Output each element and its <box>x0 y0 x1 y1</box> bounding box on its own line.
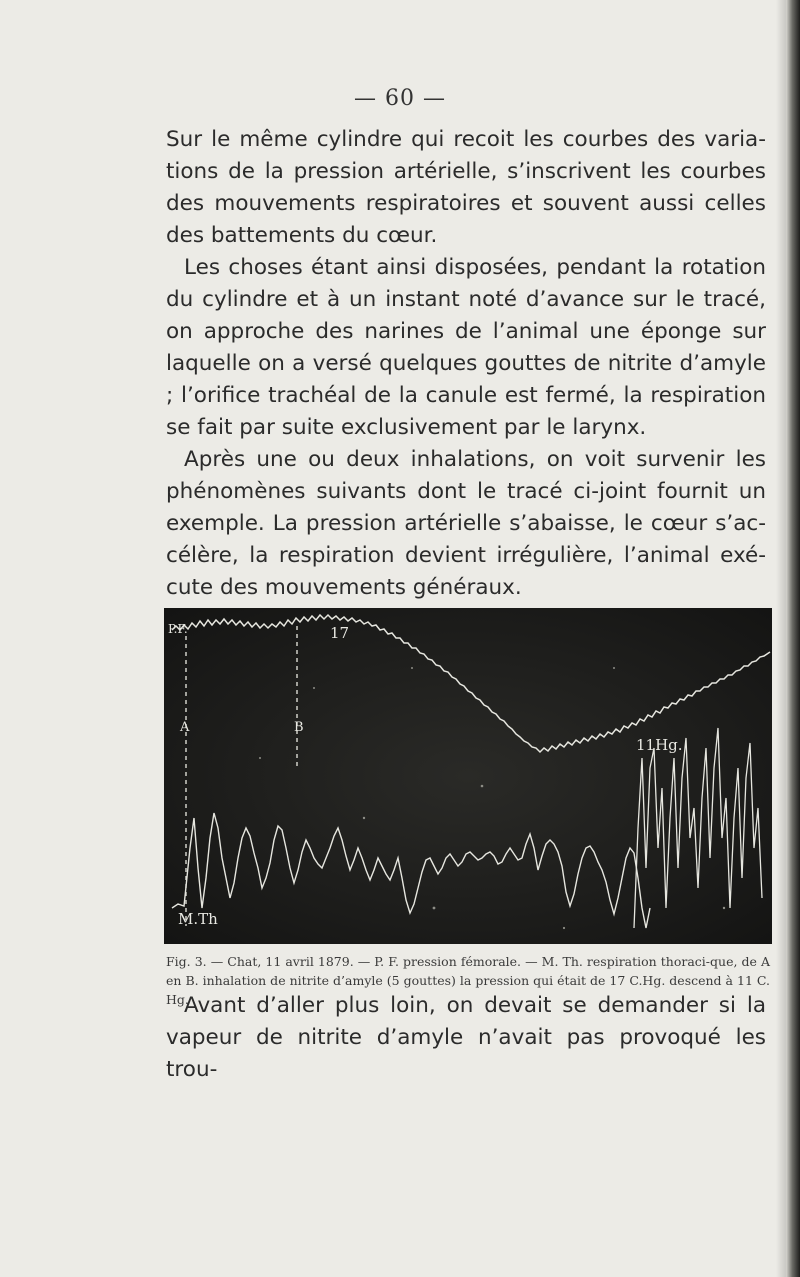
paragraph-3: Après une ou deux inhalations, on voit survenir les phénomènes suivants dont le tracé ci-joint fournit un exemple. La pression artérielle s’abaisse, le cœur s’ac-célère, la respiration devient irrégulière, l’animal exé-cute des mouvements généraux. <box>166 447 766 600</box>
page-number: — 60 — <box>354 86 446 111</box>
body-paragraphs <box>166 124 766 604</box>
label-pf: P.F. <box>168 622 188 636</box>
paragraph-2: Les choses étant ainsi disposées, pendant la rotation du cylindre et à un instant noté d’avance sur le tracé, on approche des narines de l’animal une éponge sur laquelle on a versé quelques gouttes de nitrite d’amyle ; l’orifice trachéal de la canule est fermé, la respiration se fait par suite exclusivement par le larynx. <box>166 255 766 440</box>
label-mth: M.Th <box>178 910 218 928</box>
figure-plate <box>164 608 772 944</box>
label-b: B <box>294 720 304 735</box>
closing-paragraph <box>166 990 766 1086</box>
page-binding-edge <box>786 0 800 1277</box>
label-a: A <box>180 720 190 735</box>
paragraph-4: Avant d’aller plus loin, on devait se demander si la vapeur de nitrite d’amyle n’avait pas provoqué les trou- <box>166 993 766 1082</box>
label-11hg: 11Hg. <box>636 736 683 754</box>
paragraph-1: Sur le même cylindre qui recoit les courbes des varia-tions de la pression artérielle, s’inscrivent les courbes des mouvements respiratoires et souvent aussi celles des battements du cœur. <box>166 127 766 248</box>
page-gutter-shadow <box>776 0 786 1277</box>
label-17: 17 <box>330 624 350 642</box>
figure-caption: Fig. 3. — Chat, 11 avril 1879. — P. F. pression fémorale. — M. Th. respiration thoraci-que, de A en B. inhalation de nitrite d’amyle (5 gouttes) la pression qui était de 17 C.Hg. descend à 11 C. Hg. <box>166 954 770 1007</box>
kymograph-tracing <box>164 608 772 944</box>
